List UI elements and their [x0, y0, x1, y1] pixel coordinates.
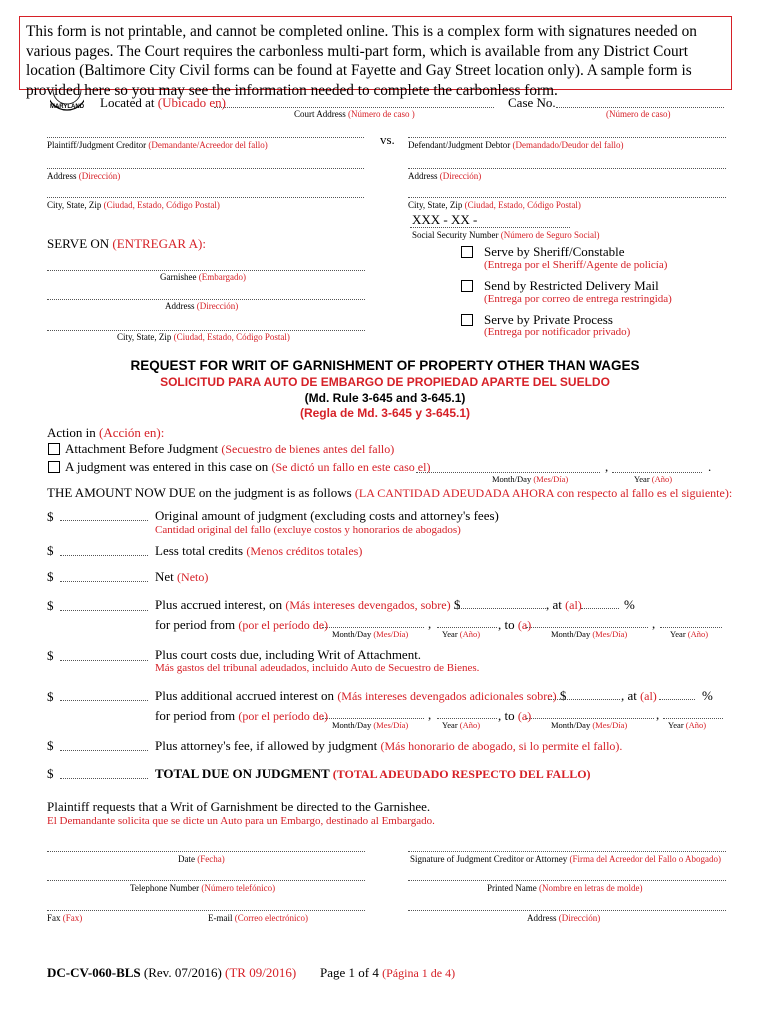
vs-label: vs.: [380, 132, 395, 147]
ssn-label: Social Security Number (Número de Seguro Social): [412, 230, 600, 240]
court-costs-label: Plus court costs due, including Writ of Attachment.: [155, 647, 422, 662]
accrued-rate-label: , at (al): [546, 597, 582, 612]
total-due-label: TOTAL DUE ON JUDGMENT (TOTAL ADEUDADO RESPECTO DEL FALLO): [155, 766, 591, 781]
period-from-date-field[interactable]: [322, 627, 424, 628]
serve-private-es-label: (Entrega por notificador privado): [484, 326, 631, 338]
year-label: Year (Año): [442, 629, 481, 639]
month-day-label: Month/Day (Mes/Día): [332, 629, 409, 639]
fax-email-field[interactable]: [47, 910, 365, 911]
period-to-year-field[interactable]: [660, 627, 722, 628]
serve-mail-checkbox[interactable]: [461, 280, 473, 292]
month-day-label: Month/Day (Mes/Día): [551, 629, 628, 639]
date-field[interactable]: [47, 851, 365, 852]
serve-mail-label: Send by Restricted Delivery Mail: [484, 278, 659, 293]
printed-name-label: Printed Name (Nombre en letras de molde): [487, 883, 643, 893]
judgment-entered-checkbox[interactable]: [48, 461, 60, 473]
period-from-year-field[interactable]: [437, 718, 497, 719]
form-title: REQUEST FOR WRIT OF GARNISHMENT OF PROPERTY OTHER THAN WAGES: [130, 358, 640, 373]
accrued-interest-field[interactable]: [60, 610, 148, 611]
form-rule-es: (Regla de Md. 3-645 y 3-645.1): [299, 406, 471, 420]
signature-field[interactable]: [408, 851, 726, 852]
located-at-label: Located at (Ubicado en): [100, 95, 226, 110]
serve-sheriff-label: Serve by Sheriff/Constable: [484, 244, 625, 259]
signer-address-label: Address (Dirección): [527, 913, 601, 923]
ssn-value: XXX - XX -: [412, 212, 478, 227]
defendant-address-label: Address (Dirección): [408, 171, 482, 181]
footer-form-id: DC-CV-060-BLS (Rev. 07/2016) (TR 09/2016): [47, 965, 297, 980]
case-no-field[interactable]: [556, 107, 724, 108]
plaintiff-city-field[interactable]: [47, 197, 364, 198]
accrued-on-field[interactable]: [454, 608, 546, 609]
email-label: E-mail (Correo electrónico): [208, 913, 308, 923]
court-address-label: Court Address (Número de caso ): [294, 109, 415, 119]
dollar-sign: $: [47, 648, 54, 663]
attachment-checkbox[interactable]: [48, 443, 60, 455]
garnishee-city-label: City, State, Zip (Ciudad, Estado, Código Postal): [117, 332, 290, 342]
form-rule: (Md. Rule 3-645 and 3-645.1): [304, 391, 466, 405]
fax-label: Fax (Fax): [47, 913, 83, 923]
court-costs-field[interactable]: [60, 660, 148, 661]
court-costs-es-label: Más gastos del tribunal adeudados, incluido Auto de Secuestro de Bienes.: [155, 662, 480, 674]
dollar-sign: $: [47, 689, 54, 704]
signature-label: Signature of Judgment Creditor or Attorney (Firma del Acreedor del Fallo o Abogado): [410, 854, 721, 864]
attachment-label: Attachment Before Judgment (Secuestro de bienes antes del fallo): [65, 441, 395, 456]
additional-on-field[interactable]: [548, 699, 620, 700]
period-to-date-field[interactable]: [526, 627, 648, 628]
request-text-es: El Demandante solicita que se dicte un Auto para un Embargo, destinado al Embargado.: [47, 815, 435, 827]
case-no-es-label: (Número de caso): [606, 109, 671, 119]
action-in-label: Action in (Acción en):: [47, 425, 165, 440]
month-day-label: Month/Day (Mes/Día): [492, 474, 569, 484]
year-label: Year (Año): [634, 474, 673, 484]
serve-on-label: SERVE ON (ENTREGAR A):: [47, 236, 206, 251]
defendant-field[interactable]: [408, 137, 726, 138]
defendant-address-field[interactable]: [408, 168, 726, 169]
dollar-sign: $: [47, 738, 54, 753]
plaintiff-address-label: Address (Dirección): [47, 171, 121, 181]
percent-sign: %: [624, 597, 635, 612]
original-amount-es-label: Cantidad original del fallo (excluye costos y honorarios de abogados): [155, 524, 461, 536]
total-due-field[interactable]: [60, 778, 148, 779]
notice-text: This form is not printable, and cannot be completed online. This is a complex form with signatures needed on various pages. The Court requires the carbonless multi-part form, which is available from any District Court location (Baltimore City Civil forms can be found at Fayette and Gay Street location only). A sample form is provided here so you may see the information needed to complete the carbonless form.: [26, 23, 697, 99]
seal-text: MARYLAND: [50, 104, 84, 110]
accrued-interest-label: Plus accrued interest, on (Más intereses devengados, sobre) $: [155, 597, 461, 612]
year-label: Year (Año): [668, 720, 707, 730]
percent-sign: %: [702, 688, 713, 703]
notice-box: [19, 16, 732, 99]
period-to-label: , to (a): [498, 708, 532, 723]
additional-rate-label: , at (al): [621, 688, 657, 703]
dollar-sign: $: [47, 543, 54, 558]
request-text: Plaintiff requests that a Writ of Garnishment be directed to the Garnishee.: [47, 799, 431, 814]
dollar-sign: $: [47, 766, 54, 781]
defendant-city-field[interactable]: [408, 197, 726, 198]
plaintiff-label: Plaintiff/Judgment Creditor (Demandante/Acreedor del fallo): [47, 140, 268, 150]
period-from-year-field[interactable]: [437, 627, 497, 628]
defendant-city-label: City, State, Zip (Ciudad, Estado, Código Postal): [408, 200, 581, 210]
month-day-label: Month/Day (Mes/Día): [551, 720, 628, 730]
dollar-sign: $: [47, 509, 54, 524]
defendant-label: Defendant/Judgment Debtor (Demandado/Deudor del fallo): [408, 140, 624, 150]
telephone-label: Telephone Number (Número telefónico): [130, 883, 276, 893]
year-label: Year (Año): [442, 720, 481, 730]
period: .: [708, 459, 712, 474]
net-label: Net (Neto): [155, 569, 209, 584]
original-amount-label: Original amount of judgment (excluding costs and attorney's fees): [155, 508, 499, 523]
judgment-year-field[interactable]: [612, 472, 702, 473]
additional-interest-label: Plus additional accrued interest on (Más intereses devengados adicionales sobre) $: [155, 688, 567, 703]
dollar-sign: $: [47, 598, 54, 613]
attorney-fee-label: Plus attorney's fee, if allowed by judgment (Más honorario de abogado, si lo permite el fallo).: [155, 738, 623, 753]
serve-mail-es-label: (Entrega por correo de entrega restringida): [484, 293, 672, 305]
dollar-sign: $: [47, 569, 54, 584]
comma: ,: [428, 616, 432, 631]
serve-sheriff-checkbox[interactable]: [461, 246, 473, 258]
plaintiff-address-field[interactable]: [47, 168, 364, 169]
located-at-field[interactable]: [214, 107, 494, 108]
serve-private-label: Serve by Private Process: [484, 312, 613, 327]
serve-private-checkbox[interactable]: [461, 314, 473, 326]
plaintiff-field[interactable]: [47, 137, 364, 138]
telephone-field[interactable]: [47, 880, 365, 881]
attorney-fee-field[interactable]: [60, 750, 148, 751]
judgment-date-field[interactable]: [416, 472, 600, 473]
comma: ,: [656, 707, 660, 722]
comma: ,: [605, 459, 609, 474]
period-to-label: , to (a): [498, 617, 532, 632]
additional-interest-field[interactable]: [60, 700, 148, 701]
date-label: Date (Fecha): [178, 854, 225, 864]
period-to-date-field[interactable]: [526, 718, 654, 719]
ssn-field[interactable]: [410, 227, 570, 228]
comma: ,: [428, 707, 432, 722]
garnishee-field[interactable]: [47, 270, 365, 271]
less-credits-field[interactable]: [60, 555, 148, 556]
month-day-label: Month/Day (Mes/Día): [332, 720, 409, 730]
original-amount-field[interactable]: [60, 520, 148, 521]
case-no-label: Case No.: [508, 95, 556, 110]
additional-rate-field[interactable]: [659, 699, 695, 700]
accrued-rate-field[interactable]: [581, 608, 619, 609]
garnishee-address-field[interactable]: [47, 299, 365, 300]
serve-sheriff-es-label: (Entrega por el Sheriff/Agente de policía): [484, 259, 668, 271]
printed-name-field[interactable]: [408, 880, 726, 881]
form-title-es: SOLICITUD PARA AUTO DE EMBARGO DE PROPIEDAD APARTE DEL SUELDO: [160, 375, 610, 389]
judgment-entered-label: A judgment was entered in this case on (Se dictó un fallo en este caso el): [65, 459, 431, 474]
garnishee-address-label: Address (Dirección): [165, 301, 239, 311]
period-from-date-field[interactable]: [322, 718, 424, 719]
signer-address-field[interactable]: [408, 910, 726, 911]
garnishee-city-field[interactable]: [47, 330, 365, 331]
period-to-year-field[interactable]: [663, 718, 723, 719]
year-label: Year (Año): [670, 629, 709, 639]
period-from-label: for period from (por el período de): [155, 708, 329, 723]
less-credits-label: Less total credits (Menos créditos totales): [155, 543, 363, 558]
comma: ,: [652, 616, 656, 631]
footer-page: Page 1 of 4 (Página 1 de 4): [320, 965, 456, 980]
plaintiff-city-label: City, State, Zip (Ciudad, Estado, Código Postal): [47, 200, 220, 210]
garnishee-label: Garnishee (Embargado): [160, 272, 247, 282]
net-field[interactable]: [60, 581, 148, 582]
amount-intro: THE AMOUNT NOW DUE on the judgment is as follows (LA CANTIDAD ADEUDADA AHORA con respecto al fallo es el siguiente):: [47, 485, 733, 500]
period-from-label: for period from (por el período de): [155, 617, 329, 632]
